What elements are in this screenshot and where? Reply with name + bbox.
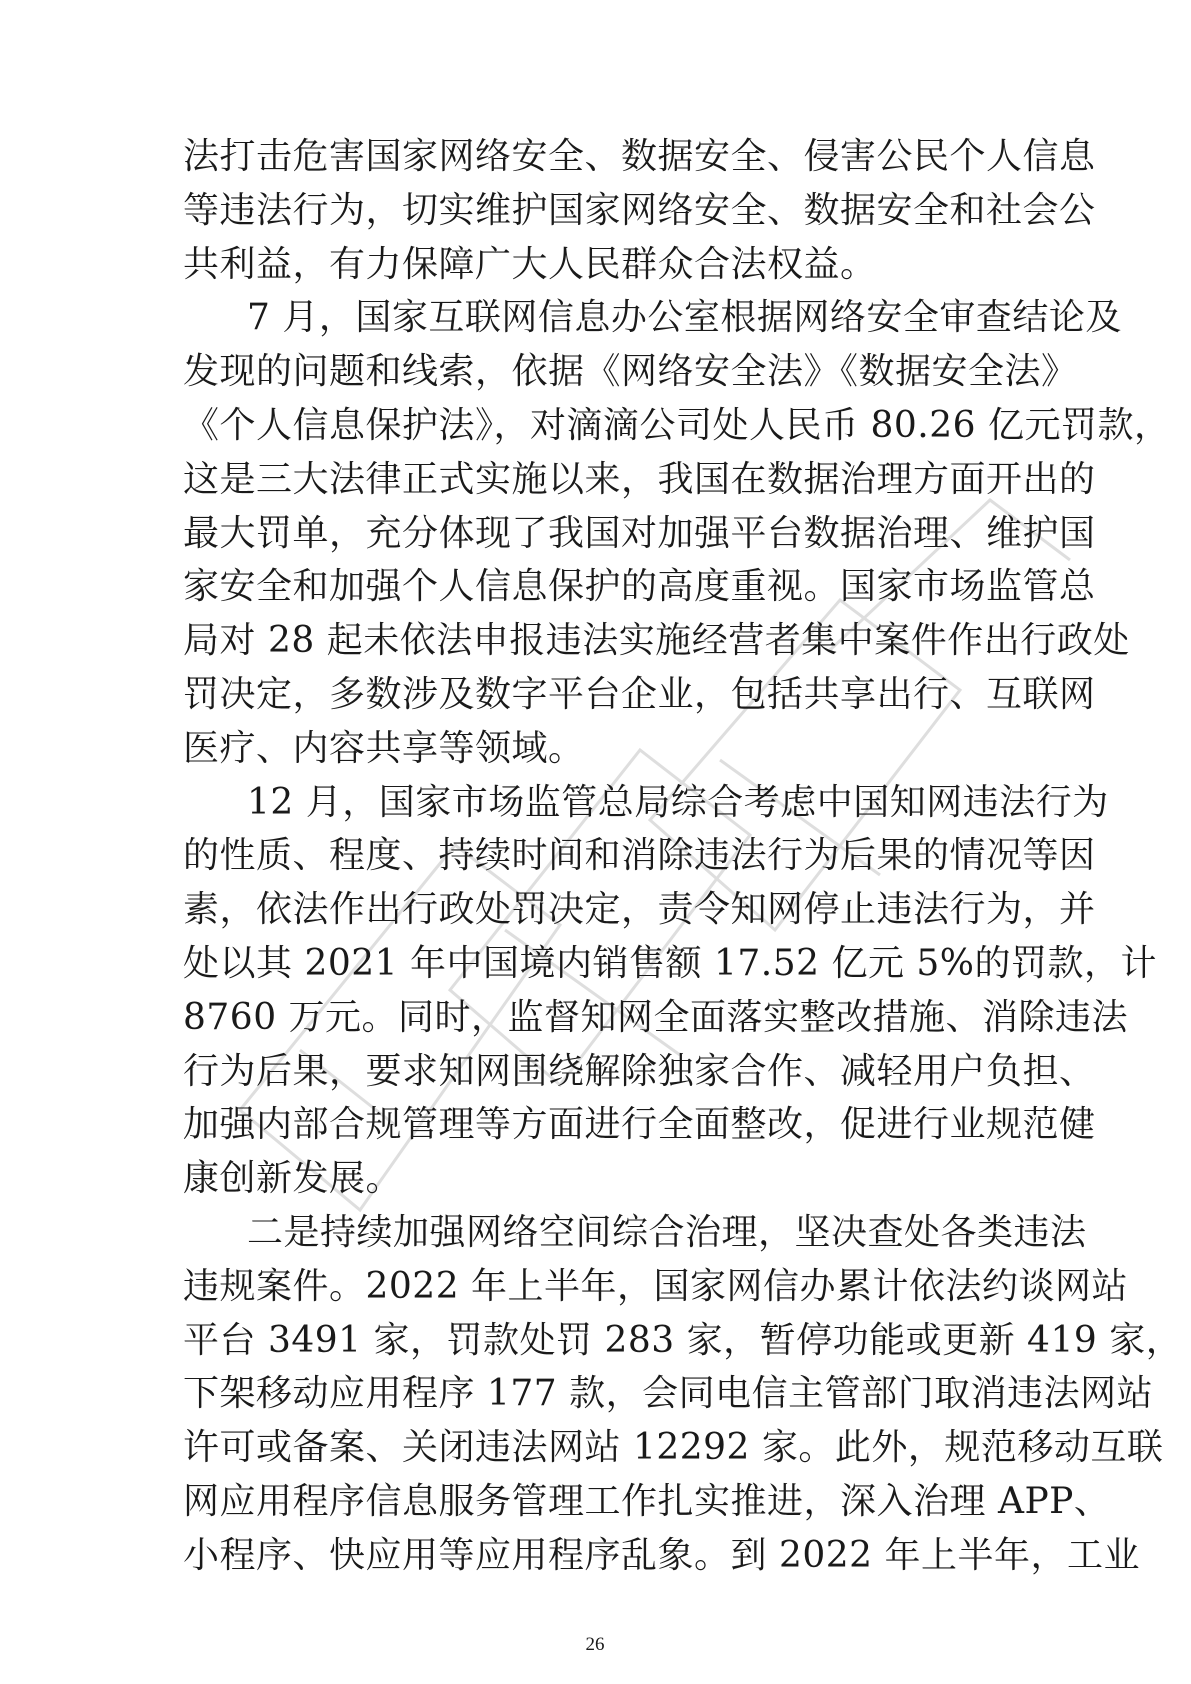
body-text-line: 平台 3491 家，罚款处罚 283 家，暂停功能或更新 419 家， bbox=[183, 1319, 1183, 1361]
page-number: 26 bbox=[585, 1634, 605, 1655]
body-text-line: 二是持续加强网络空间综合治理，坚决查处各类违法 bbox=[247, 1212, 1087, 1253]
body-text-line: 许可或备案、关闭违法网站 12292 家。此外，规范移动互联 bbox=[183, 1427, 1164, 1469]
body-text-line: 家安全和加强个人信息保护的高度重视。国家市场监管总 bbox=[183, 566, 1096, 608]
body-text-line: 行为后果，要求知网围绕解除独家合作、减轻用户负担、 bbox=[183, 1050, 1096, 1092]
body-text-line: 《个人信息保护法》，对滴滴公司处人民币 80.26 亿元罚款， bbox=[183, 405, 1171, 446]
body-text-line: 下架移动应用程序 177 款，会同电信主管部门取消违法网站 bbox=[183, 1373, 1154, 1415]
body-text-line: 12 月，国家市场监管总局综合考虑中国知网违法行为 bbox=[247, 781, 1109, 823]
body-text-line: 等违法行为，切实维护国家网络安全、数据安全和社会公 bbox=[183, 189, 1096, 231]
body-text-line: 共利益，有力保障广大人民群众合法权益。 bbox=[183, 243, 877, 285]
body-text-line: 最大罚单，充分体现了我国对加强平台数据治理、维护国 bbox=[183, 512, 1096, 554]
body-text-line: 局对 28 起未依法申报违法实施经营者集中案件作出行政处 bbox=[183, 620, 1130, 662]
body-text-line: 这是三大法律正式实施以来，我国在数据治理方面开出的 bbox=[183, 458, 1096, 500]
body-text-line: 罚决定，多数涉及数字平台企业，包括共享出行、互联网 bbox=[183, 674, 1096, 715]
body-text-line: 处以其 2021 年中国境内销售额 17.52 亿元 5%的罚款，计 bbox=[183, 943, 1158, 984]
body-text-line: 7 月，国家互联网信息办公室根据网络安全审查结论及 bbox=[247, 297, 1122, 339]
body-text-line: 素，依法作出行政处罚决定，责令知网停止违法行为，并 bbox=[183, 889, 1096, 931]
body-text-line: 小程序、快应用等应用程序乱象。到 2022 年上半年，工业 bbox=[183, 1534, 1141, 1576]
body-text-line: 加强内部合规管理等方面进行全面整改，促进行业规范健 bbox=[183, 1104, 1096, 1146]
body-text-line: 法打击危害国家网络安全、数据安全、侵害公民个人信息 bbox=[183, 136, 1096, 177]
body-text-line: 违规案件。2022 年上半年，国家网信办累计依法约谈网站 bbox=[183, 1265, 1129, 1307]
body-text-line: 8760 万元。同时，监督知网全面落实整改措施、消除违法 bbox=[183, 996, 1129, 1038]
body-text-line: 的性质、程度、持续时间和消除违法行为后果的情况等因 bbox=[183, 835, 1096, 877]
body-text-line: 康创新发展。 bbox=[183, 1158, 403, 1200]
body-text-line: 发现的问题和线索，依据《网络安全法》《数据安全法》 bbox=[183, 351, 1078, 393]
body-text-line: 网应用程序信息服务管理工作扎实推进，深入治理 APP、 bbox=[183, 1481, 1111, 1522]
body-text-line: 医疗、内容共享等领域。 bbox=[183, 727, 585, 769]
